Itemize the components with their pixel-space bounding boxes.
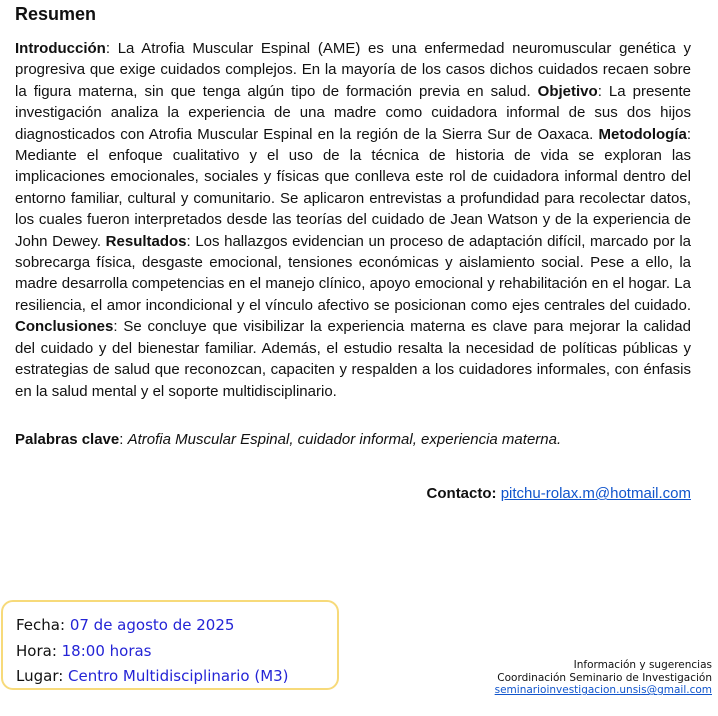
contact-line bbox=[427, 484, 691, 504]
contact-label: Contacto: bbox=[426, 485, 497, 502]
section-title: Resumen bbox=[15, 4, 97, 24]
conclusions-text: : Se concluye que visibilizar la experiencia materna es clave para mejorar la calidad del cuidado y del bienestar familiar. Además, el estudio resalta la necesidad de políticas públicas y estrategias de salud que reconozcan, capaciten y respalden a los cuidadores informales, con énfasis en la salud mental y el soporte multidisciplinario. bbox=[15, 318, 691, 400]
event-time-label: Hora: bbox=[16, 641, 62, 660]
event-date-value: 07 de agosto de 2025 bbox=[69, 616, 235, 634]
objective-text: : La presente investigación analiza la experiencia de una madre como cuidadora informal de sus dos hijos diagnosticados con Atrofia Muscular Espinal en la región de la Sierra Sur de Oaxaca. bbox=[15, 82, 691, 143]
keywords-separator: : bbox=[119, 431, 128, 448]
results-text: : Los hallazgos evidencian un proceso de adaptación difícil, marcado por la sobrecarga física, desgaste emocional, tensiones económicas y aislamiento social. Pese a ello, la madre desarrolla competencias en el manejo clínico, apoyo emocional y rehabilitación en el hogar. La resiliencia, el amor incondicional y el vínculo afectivo se posicionan como ejes centrales del cuidado. bbox=[15, 232, 691, 314]
event-place-value: Centro Multidisciplinario (M3) bbox=[68, 667, 289, 685]
objective-label: Objetivo bbox=[537, 82, 598, 100]
event-date-label: Fecha: bbox=[16, 616, 70, 634]
methodology-label: Metodología bbox=[598, 125, 687, 143]
event-time-value: 18:00 horas bbox=[61, 641, 152, 660]
contact-email-link[interactable]: pitchu-rolax.m@hotmail.com bbox=[500, 485, 691, 502]
footer-info bbox=[495, 659, 712, 697]
results-label: Resultados bbox=[105, 232, 187, 250]
keywords-line bbox=[15, 429, 691, 450]
footer-line-info: Información y sugerencias bbox=[573, 659, 712, 671]
methodology-text: : Mediante el enfoque cualitativo y el uso de la técnica de historia de vida se exploran las implicaciones emocionales, sociales y físicas que conlleva este rol de cuidadora informal dentro del entorno familiar, cultural y comunitario. Se aplicaron entrevistas a profundidad para recolectar datos, los cuales fueron interpretados desde las teorías del cuidado de Jean Watson y de la experiencia de John Dewey. bbox=[15, 125, 691, 250]
event-time-row bbox=[16, 639, 337, 665]
event-place-label: Lugar: bbox=[16, 667, 69, 685]
event-date-row bbox=[16, 613, 337, 639]
footer-email-link[interactable]: seminarioinvestigacion.unsis@gmail.com bbox=[494, 684, 712, 697]
event-info-box bbox=[1, 600, 339, 690]
intro-label: Introducción bbox=[15, 40, 106, 57]
abstract-paragraph bbox=[15, 38, 691, 402]
keywords-label: Palabras clave bbox=[15, 431, 120, 448]
intro-text: : La Atrofia Muscular Espinal (AME) es una enfermedad neuromuscular genética y progresiva que exige cuidados complejos. En la mayoría de los casos dichos cuidados recaen sobre la figura materna, sin que tenga algún tipo de formación previa en salud. bbox=[15, 40, 691, 100]
keywords-text: Atrofia Muscular Espinal, cuidador informal, experiencia materna. bbox=[127, 431, 562, 448]
event-place-row bbox=[16, 664, 337, 690]
conclusions-label: Conclusiones bbox=[15, 318, 114, 336]
footer-line-coordination: Coordinación Seminario de Investigación bbox=[497, 671, 712, 684]
